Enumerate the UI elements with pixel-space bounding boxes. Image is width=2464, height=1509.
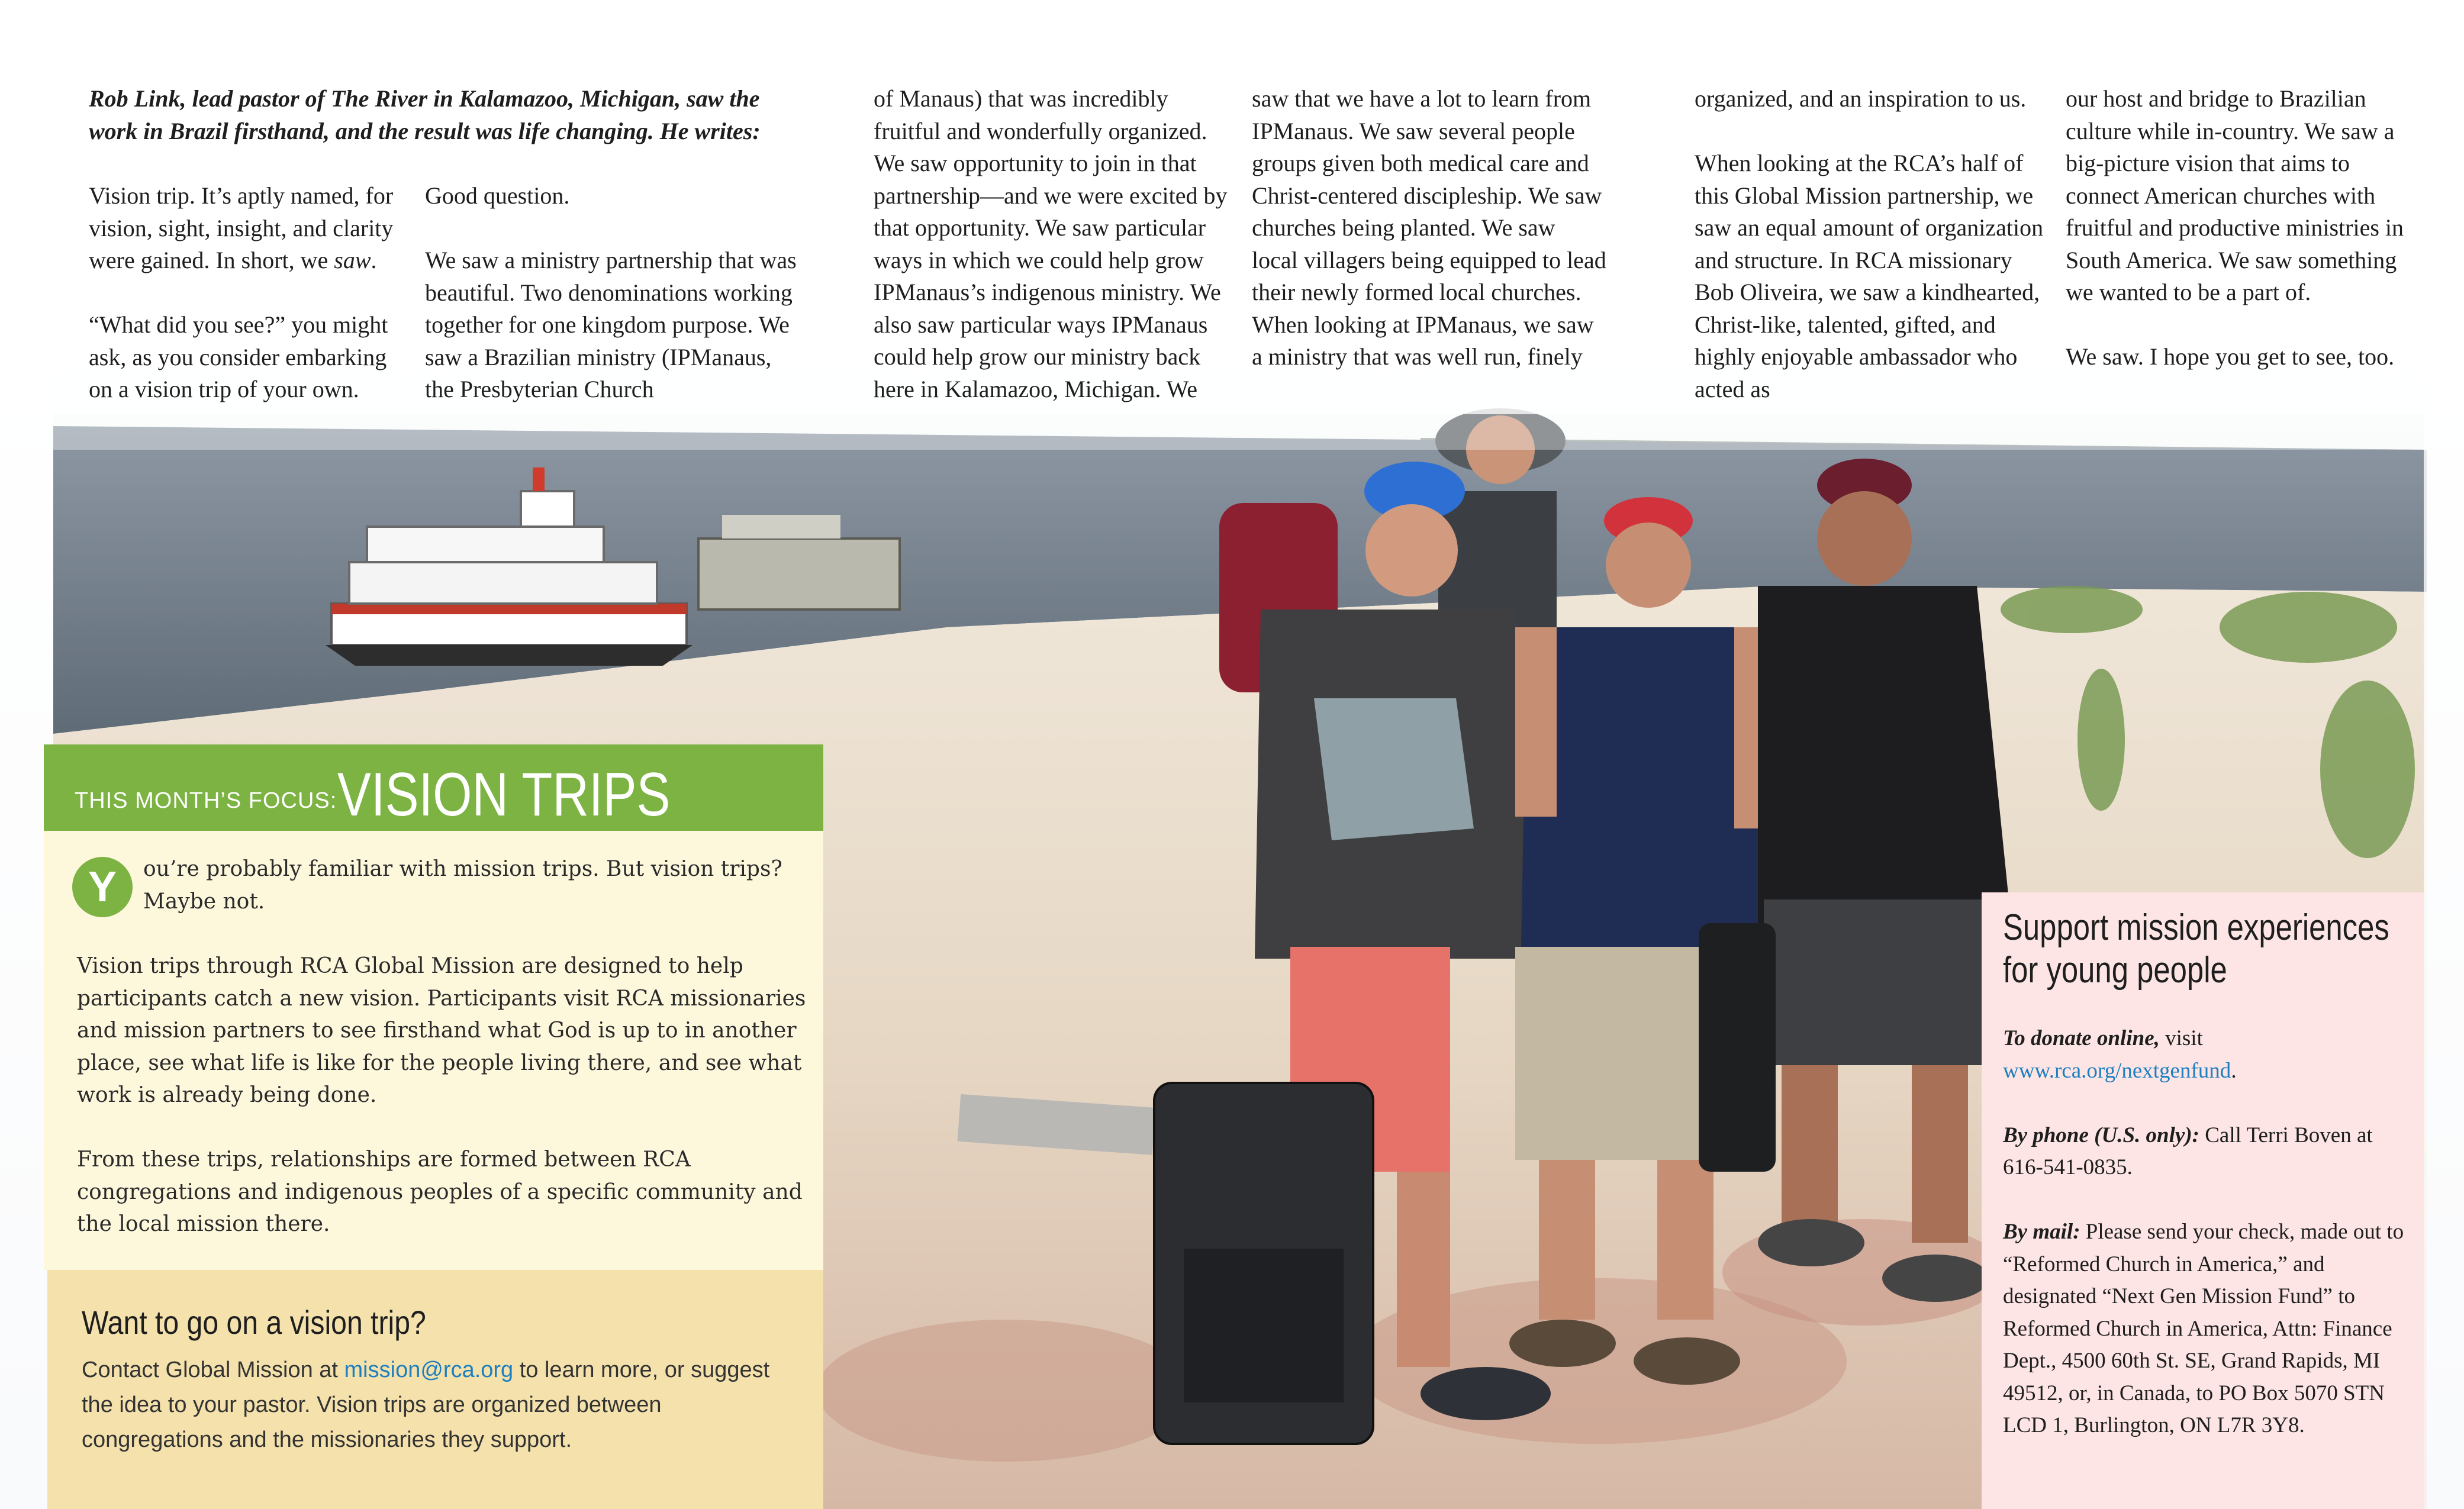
col1-paragraph-1: Vision trip. It’s aptly named, for vision, sight, insight, and clarity were gained. In short, we saw. [89, 182, 394, 273]
focus-lead: ou’re probably familiar with mission trips. But vision trips? Maybe not. [143, 857, 782, 914]
vision-trip-callout [47, 1270, 823, 1509]
support-body [2003, 1023, 2417, 1474]
article-column-3 [874, 83, 1229, 405]
focus-title: VISION TRIPS [337, 760, 671, 829]
article-column-1 [89, 180, 408, 406]
callout-title: Want to go on a vision trip? [82, 1304, 426, 1341]
article-column-4 [1252, 83, 1607, 373]
col5-paragraph-2: When looking at the RCA’s half of this Global Mission partnership, we saw an equal amount of organization and structure. In RCA missionary Bob Oliveira, we saw a kindhearted, Christ-like, talented, gifted, and highly enjoyable ambassador who acted as [1695, 150, 2044, 402]
col6-paragraph-1: our host and bridge to Brazilian culture while in-country. We saw a big-picture vision that aims to connect American churches with fruitful and productive ministries in South America. We saw something we wanted to be a part of. [2066, 85, 2404, 305]
article-column-2 [425, 180, 804, 406]
article-intro [89, 83, 799, 147]
col3-paragraph: of Manaus) that was incredibly fruitful and wonderfully organized. We saw opportunity to join in that partnership—and we were excited by that opportunity. We saw particular ways in which we could help grow IPManaus’s indigenous ministry. We also saw particular ways IPManaus could help grow our ministry back here in Kalamazoo, Michigan. We [874, 85, 1228, 402]
support-title: Support mission experiences for young people [2003, 907, 2389, 991]
donate-phone: By phone (U.S. only): Call Terri Boven at 616-541-0835. [2003, 1123, 2373, 1179]
focus-box [44, 744, 823, 1270]
intro-text: Rob Link, lead pastor of The River in Kalamazoo, Michigan, saw the work in Brazil firsthand, and the result was life changing. He writes: [89, 85, 761, 144]
nextgenfund-link[interactable]: www.rca.org/nextgenfund [2003, 1058, 2231, 1083]
donate-online: To donate online, visit www.rca.org/nextgenfund. [2003, 1026, 2237, 1083]
focus-kicker: THIS MONTH’S FOCUS: [75, 788, 337, 813]
col4-paragraph: saw that we have a lot to learn from IPManaus. We saw several people groups given both medical care and Christ-centered discipleship. We saw churches being planted. We saw local villagers being equipped to lead their newly formed local churches. When looking at IPManaus, we saw a ministry that was well run, finely [1252, 85, 1606, 370]
col2-paragraph-1: Good question. [425, 182, 570, 209]
drop-cap: Y [72, 857, 133, 917]
col2-paragraph-2: We saw a ministry partnership that was beautiful. Two denominations working together for one kingdom purpose. We saw a Brazilian ministry (IPManaus, the Presbyterian Church [425, 247, 797, 402]
mission-email-link[interactable]: mission@rca.org [344, 1358, 514, 1382]
col6-paragraph-2: We saw. I hope you get to see, too. [2066, 343, 2395, 370]
focus-header [44, 744, 823, 831]
col1-paragraph-2: “What did you see?” you might ask, as you consider embarking on a vision trip of your own. [89, 311, 388, 402]
article-column-6 [2066, 83, 2421, 373]
focus-paragraph-1: Vision trips through RCA Global Mission are designed to help participants catch a new vision. Participants visit RCA missionaries and mission partners to see firsthand what God is up to in another place, see what life is like for the people living there, and see what work is already being done. [77, 954, 806, 1107]
support-box [1982, 892, 2424, 1509]
col5-paragraph-1: organized, and an inspiration to us. [1695, 85, 2027, 112]
donate-mail: By mail: Please send your check, made out to “Reformed Church in America,” and designated “Next Gen Mission Fund” to Reformed Church in America, Attn: Finance Dept., 4500 60th St. SE, Grand Rapids, MI 49512, or, in Canada, to PO Box 5070 STN LCD 1, Burlington, ON L7R 3Y8. [2003, 1220, 2404, 1437]
article-column-5 [1695, 83, 2050, 405]
focus-paragraph-2: From these trips, relationships are formed between RCA congregations and indigenous peoples of a specific community and the local mission there. [77, 1147, 803, 1236]
callout-body: Contact Global Mission at mission@rca.org to learn more, or suggest the idea to your pastor. Vision trips are organized between congregations and the missionaries they support. [82, 1358, 770, 1452]
